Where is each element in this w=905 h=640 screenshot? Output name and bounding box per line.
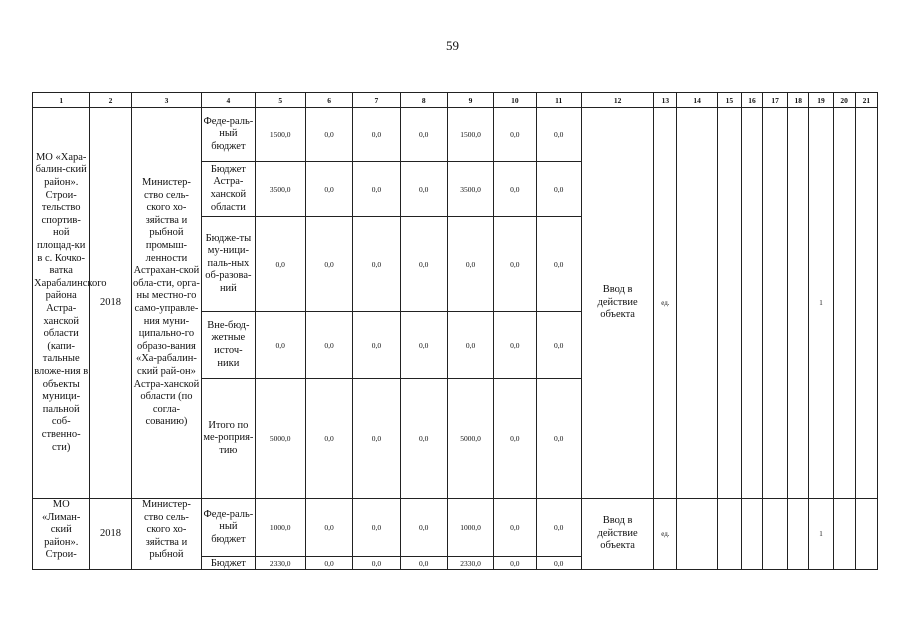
value-cell: 0,0 bbox=[400, 162, 447, 217]
value-cell: 0,0 bbox=[305, 312, 352, 379]
executor-cell: Министер-ство сель-ского хо-зяйства и рыбной bbox=[131, 499, 202, 570]
value-cell: 0,0 bbox=[494, 312, 536, 379]
empty-cell bbox=[741, 108, 762, 499]
column-header: 16 bbox=[741, 93, 762, 108]
empty-cell bbox=[717, 108, 741, 499]
table-row bbox=[33, 499, 878, 557]
column-header: 19 bbox=[809, 93, 833, 108]
value-cell: 0,0 bbox=[255, 217, 305, 312]
funding-source-cell: Вне-бюд-жетные источ-ники bbox=[202, 312, 255, 379]
column-header: 1 bbox=[33, 93, 90, 108]
value-cell: 0,0 bbox=[305, 379, 352, 499]
funding-source-cell: Итого по ме-роприя-тию bbox=[202, 379, 255, 499]
value-cell: 0,0 bbox=[400, 499, 447, 557]
value-cell: 0,0 bbox=[536, 379, 581, 499]
column-header: 14 bbox=[677, 93, 717, 108]
value-cell: 0,0 bbox=[536, 162, 581, 217]
column-header: 10 bbox=[494, 93, 536, 108]
empty-cell bbox=[677, 108, 717, 499]
empty-cell bbox=[788, 108, 809, 499]
empty-cell bbox=[741, 499, 762, 570]
column-header: 2 bbox=[90, 93, 131, 108]
year-cell: 2018 bbox=[90, 499, 131, 570]
column-header: 13 bbox=[654, 93, 677, 108]
empty-cell bbox=[855, 108, 877, 499]
value-cell: 0,0 bbox=[536, 108, 581, 162]
value-cell: 1500,0 bbox=[255, 108, 305, 162]
value-cell: 0,0 bbox=[447, 217, 493, 312]
column-header: 8 bbox=[400, 93, 447, 108]
value-cell: 5000,0 bbox=[255, 379, 305, 499]
funding-source-cell: Феде-раль-ный бюджет bbox=[202, 108, 255, 162]
year-cell: 2018 bbox=[90, 108, 131, 499]
empty-cell bbox=[763, 108, 788, 499]
value-cell: 0,0 bbox=[400, 217, 447, 312]
value-cell: 5000,0 bbox=[447, 379, 493, 499]
empty-cell bbox=[833, 499, 855, 570]
empty-cell bbox=[717, 499, 741, 570]
value-cell: 1000,0 bbox=[255, 499, 305, 557]
empty-cell bbox=[763, 499, 788, 570]
value-cell: 0,0 bbox=[447, 312, 493, 379]
value-cell: 0,0 bbox=[305, 162, 352, 217]
empty-cell bbox=[833, 108, 855, 499]
value-cell: 0,0 bbox=[305, 108, 352, 162]
value-cell: 0,0 bbox=[494, 379, 536, 499]
value-cell: 0,0 bbox=[400, 108, 447, 162]
column-header: 11 bbox=[536, 93, 581, 108]
value-cell: 0,0 bbox=[353, 379, 400, 499]
table-row bbox=[33, 108, 878, 162]
object-cell: МО «Лиман-ский район». Строи- bbox=[33, 499, 90, 570]
value-cell: 0,0 bbox=[400, 557, 447, 570]
value-cell: 0,0 bbox=[353, 108, 400, 162]
column-header: 17 bbox=[763, 93, 788, 108]
column-header: 18 bbox=[788, 93, 809, 108]
value-cell: 2330,0 bbox=[447, 557, 493, 570]
value-cell: 0,0 bbox=[536, 557, 581, 570]
funding-source-cell: Бюдже-ты му-ници-паль-ных об-разова-ний bbox=[202, 217, 255, 312]
column-header: 20 bbox=[833, 93, 855, 108]
value-cell: 0,0 bbox=[305, 499, 352, 557]
column-header: 5 bbox=[255, 93, 305, 108]
value-cell: 1000,0 bbox=[447, 499, 493, 557]
value-cell: 0,0 bbox=[536, 499, 581, 557]
budget-table bbox=[32, 92, 878, 570]
value-cell: 0,0 bbox=[353, 499, 400, 557]
value-cell: 0,0 bbox=[353, 217, 400, 312]
value-cell: 2330,0 bbox=[255, 557, 305, 570]
executor-cell: Министер-ство сель-ского хо-зяйства и рыбной промыш-ленности Астрахан-ской обла-сти, орга-ны местно-го само-управле-ния муни-ципально-го образо-вания «Ха-рабалин-ский рай-он» Астра-ханской области (по согла-сованию) bbox=[131, 108, 202, 499]
value-cell: 0,0 bbox=[494, 499, 536, 557]
funding-source-cell: Феде-раль-ный бюджет bbox=[202, 499, 255, 557]
unit-cell: ед. bbox=[654, 499, 677, 570]
result-cell: Ввод в действие объекта bbox=[581, 108, 654, 499]
value-cell: 0,0 bbox=[494, 557, 536, 570]
value-cell: 0,0 bbox=[400, 379, 447, 499]
value-cell: 0,0 bbox=[255, 312, 305, 379]
column-header: 15 bbox=[717, 93, 741, 108]
funding-source-cell: Бюджет Астра-ханской области bbox=[202, 162, 255, 217]
column-header: 21 bbox=[855, 93, 877, 108]
value-cell: 0,0 bbox=[353, 312, 400, 379]
col19-cell: 1 bbox=[809, 499, 833, 570]
value-cell: 0,0 bbox=[494, 162, 536, 217]
empty-cell bbox=[788, 499, 809, 570]
col19-cell: 1 bbox=[809, 108, 833, 499]
column-header: 12 bbox=[581, 93, 654, 108]
unit-cell: ед. bbox=[654, 108, 677, 499]
header-row bbox=[33, 93, 878, 108]
column-header: 6 bbox=[305, 93, 352, 108]
column-header: 3 bbox=[131, 93, 202, 108]
value-cell: 0,0 bbox=[494, 217, 536, 312]
value-cell: 0,0 bbox=[305, 557, 352, 570]
empty-cell bbox=[855, 499, 877, 570]
value-cell: 0,0 bbox=[536, 217, 581, 312]
result-cell: Ввод в действие объекта bbox=[581, 499, 654, 570]
value-cell: 3500,0 bbox=[447, 162, 493, 217]
value-cell: 3500,0 bbox=[255, 162, 305, 217]
value-cell: 0,0 bbox=[305, 217, 352, 312]
column-header: 4 bbox=[202, 93, 255, 108]
column-header: 7 bbox=[353, 93, 400, 108]
value-cell: 0,0 bbox=[353, 162, 400, 217]
object-cell: МО «Хара-балин-ский район». Строи-тельство спортив-ной площад-ки в с. Кочко-ватка Харабалинского района Астра-ханской области (капи-тальные вложе-ния в объекты муници-пальной соб-ственно-сти) bbox=[33, 108, 90, 499]
value-cell: 0,0 bbox=[400, 312, 447, 379]
page-number: 59 bbox=[446, 38, 459, 53]
empty-cell bbox=[677, 499, 717, 570]
value-cell: 1500,0 bbox=[447, 108, 493, 162]
column-header: 9 bbox=[447, 93, 493, 108]
value-cell: 0,0 bbox=[536, 312, 581, 379]
value-cell: 0,0 bbox=[353, 557, 400, 570]
value-cell: 0,0 bbox=[494, 108, 536, 162]
funding-source-cell: Бюджет bbox=[202, 557, 255, 570]
